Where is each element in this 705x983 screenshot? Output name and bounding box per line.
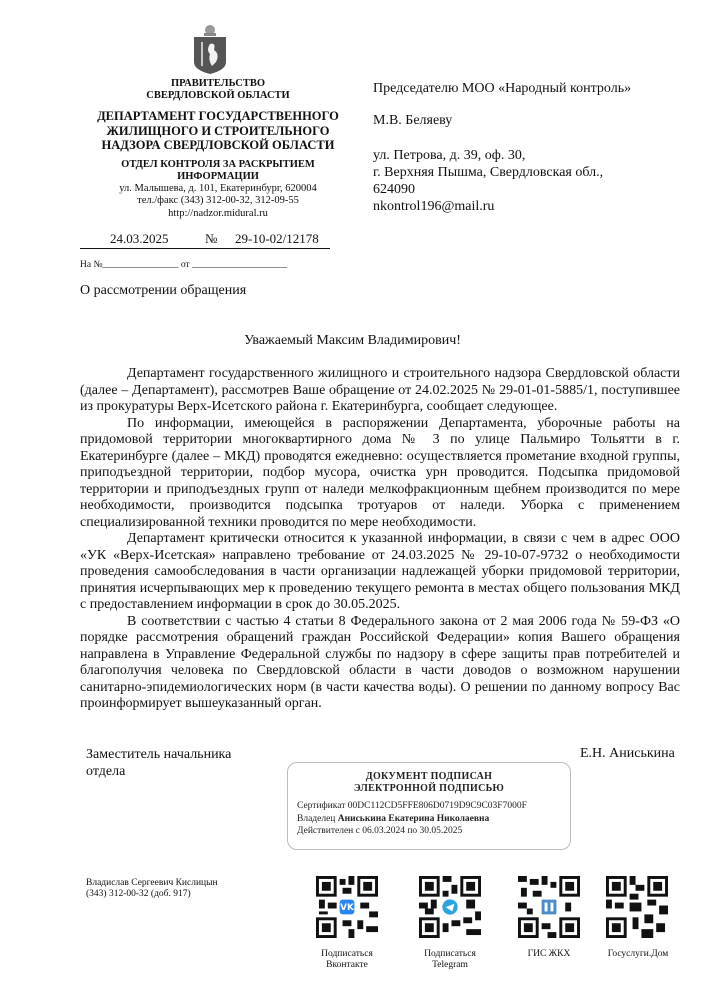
qr-code-icon bbox=[316, 876, 378, 938]
qr-code-icon bbox=[518, 876, 580, 938]
sender-address: ул. Малышева, д. 101, Екатеринбург, 620004 bbox=[119, 182, 317, 194]
qr-label-line: Подписаться bbox=[424, 949, 476, 959]
department-name bbox=[76, 109, 360, 153]
qr-telegram[interactable] bbox=[405, 876, 495, 971]
certificate-value: 00DC112CD5FFE806D0719D9C9C03F7000F bbox=[347, 801, 527, 811]
stamp-title-line: ЭЛЕКТРОННОЙ ПОДПИСЬЮ bbox=[353, 783, 505, 794]
signatory-title-line: отдела bbox=[86, 764, 126, 779]
government-line: ПРАВИТЕЛЬСТВО bbox=[170, 78, 266, 89]
sender-phone: тел./факс (343) 312-00-32, 312-09-55 bbox=[137, 195, 299, 206]
recipient-name: М.В. Беляеву bbox=[373, 113, 453, 128]
qr-vk[interactable] bbox=[302, 876, 392, 971]
signatory-name: Е.Н. Аниськина bbox=[580, 746, 675, 761]
coat-of-arms-icon bbox=[190, 24, 230, 76]
registration-line bbox=[80, 230, 330, 249]
document-date: 24.03.2025 bbox=[110, 231, 169, 246]
qr-label bbox=[604, 949, 672, 960]
sender-website[interactable]: http://nadzor.midural.ru bbox=[168, 207, 268, 219]
stamp-certificate bbox=[297, 800, 570, 813]
document-number: 29-10-02/12178 bbox=[235, 231, 319, 246]
recipient-postcode: 624090 bbox=[373, 182, 415, 197]
document-subject: О рассмотрении обращения bbox=[80, 283, 247, 298]
department-line: ЖИЛИЩНОГО И СТРОИТЕЛЬНОГО bbox=[106, 123, 330, 138]
recipient-email[interactable]: nkontrol196@mail.ru bbox=[373, 199, 495, 214]
qr-label-line: ГИС ЖКХ bbox=[527, 949, 571, 959]
qr-label-line: Подписаться bbox=[321, 949, 373, 959]
recipient-block bbox=[373, 80, 631, 215]
recipient-position: Председателю МОО «Народный контроль» bbox=[373, 81, 632, 96]
greeting: Уважаемый Максим Владимирович! bbox=[244, 333, 461, 348]
svg-text:VK: VK bbox=[340, 903, 354, 914]
department-line: НАДЗОРА СВЕРДЛОВСКОЙ ОБЛАСТИ bbox=[101, 138, 335, 152]
qr-gosuslugi-dom[interactable] bbox=[604, 876, 672, 960]
division-line: ИНФОРМАЦИИ bbox=[177, 170, 259, 182]
qr-code-icon bbox=[606, 876, 668, 938]
performer-phone: (343) 312-00-32 (доб. 917) bbox=[86, 889, 191, 899]
qr-label bbox=[513, 949, 585, 960]
division-line: ОТДЕЛ КОНТРОЛЯ ЗА РАСКРЫТИЕМ bbox=[121, 158, 315, 170]
letter-body bbox=[80, 366, 680, 713]
qr-label bbox=[302, 949, 392, 971]
government-name bbox=[76, 78, 360, 102]
qr-label-line: Госуслуги.Дом bbox=[607, 949, 669, 959]
body-paragraph: Департамент государственного жилищного и строительного надзора Свердловской области (далее – Департамент), рассмотрев Ваше обращение от 24.02.2025 № 29-01-01-5885/1, поступившее из прокуратуры Верх-Исетского района г. Екатеринбурга, сообщает следующее. bbox=[80, 366, 680, 414]
qr-label bbox=[405, 949, 495, 971]
number-sign: № bbox=[205, 231, 218, 246]
stamp-title bbox=[288, 771, 570, 795]
department-line: ДЕПАРТАМЕНТ ГОСУДАРСТВЕННОГО bbox=[97, 109, 339, 123]
signatory-title bbox=[86, 746, 231, 780]
government-line: СВЕРДЛОВСКОЙ ОБЛАСТИ bbox=[146, 90, 290, 101]
division-name bbox=[76, 159, 360, 183]
qr-label-line: Telegram bbox=[432, 960, 468, 970]
certificate-label: Сертификат bbox=[297, 801, 346, 811]
body-paragraph: В соответствии с частью 4 статьи 8 Федерального закона от 2 мая 2006 года № 59-ФЗ «О порядке рассмотрения обращений граждан Российской Федерации» копия Вашего обращения направлена в Управление Федеральной службы по надзору в сфере защиты прав потребителей и благополучия человека по Свердловской области в части доводов о возможном нарушении санитарно-эпидемиологических норм (в части качества воды). О решении по данному вопросу Вас проинформирует вышеуказанный орган. bbox=[80, 613, 680, 711]
body-paragraph: По информации, имеющейся в распоряжении Департамента, уборочные работы на придомовой территории многоквартирного дома № 3 по улице Пальмиро Тольятти в г. Екатеринбурге (далее – МКД) проводятся ежедневно: осуществляется прометание входной группы, приподъездной территории, подбор мусора, очистка урн проводится. Подсыпка придомовой территории и приподъездных групп от наледи мелкофракционным щебнем производится по мере необходимости, производится подсыпка тротуаров от наледи. Уборка с применением специализированной техники проводится по мере необходимости. bbox=[80, 415, 680, 530]
body-paragraph: Департамент критически относится к указанной информации, в связи с чем в адрес ООО «УК «Верх-Исетская» направлено требование от 24.03.2025 № 29-10-07-9732 о необходимости проведения самообследования в части организации надлежащей уборки придомовой территории, принятия исчерпывающих мер к проведению текущего ремонта в местах общего пользования МКД с предоставлением информации в срок до 30.05.2025. bbox=[80, 531, 680, 612]
performer-info bbox=[86, 878, 218, 900]
recipient-address-line: ул. Петрова, д. 39, оф. 30, bbox=[373, 148, 526, 163]
owner-value: Аниськина Екатерина Николаевна bbox=[337, 813, 490, 824]
signatory-title-line: Заместитель начальника bbox=[86, 747, 232, 762]
reply-to-line: На №________________ от ____________________ bbox=[80, 260, 288, 270]
owner-label: Владелец bbox=[297, 813, 336, 824]
performer-name: Владислав Сергеевич Кислицын bbox=[86, 878, 218, 888]
qr-gis-zhkh[interactable] bbox=[513, 876, 585, 960]
stamp-title-line: ДОКУМЕНТ ПОДПИСАН bbox=[365, 771, 493, 782]
electronic-signature-stamp bbox=[287, 762, 571, 850]
qr-label-line: Вконтакте bbox=[326, 960, 368, 970]
stamp-validity: Действителен с 06.03.2024 по 30.05.2025 bbox=[297, 826, 463, 836]
qr-code-icon bbox=[419, 876, 481, 938]
stamp-owner bbox=[297, 813, 570, 826]
recipient-address-line: г. Верхняя Пышма, Свердловская обл., bbox=[373, 165, 604, 180]
sender-header bbox=[76, 78, 360, 220]
